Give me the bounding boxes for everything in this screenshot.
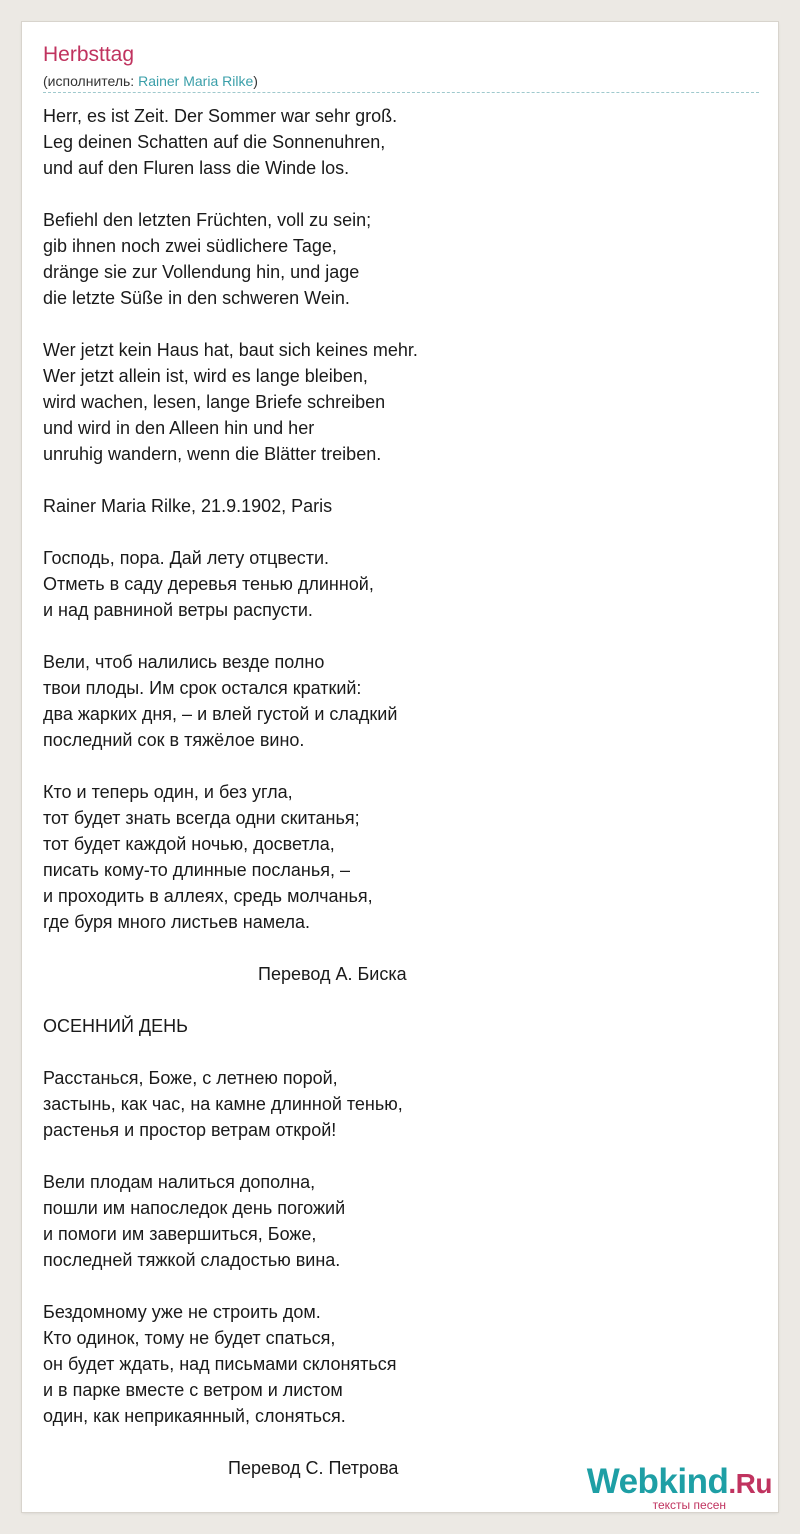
logo-suffix: .Ru — [728, 1468, 772, 1499]
lyrics-russian-petrov: ОСЕННИЙ ДЕНЬ Расстанься, Боже, с летнею порой, застынь, как час, на камне длинной тенью, растенья и простор ветрам открой! Вели плодам налиться дополна, пошли им напоследок день погожий и помоги им завершиться, Боже, последней тяжкой сладостью вина. Бездомному уже не строить дом. Кто одинок, тому не будет спаться, он будет ждать, над письмами склоняться и в парке вместе с ветром и листом один, как неприкаянный, слоняться. — [43, 1016, 403, 1426]
performer-link[interactable]: Rainer Maria Rilke — [138, 73, 254, 89]
lyrics-german: Herr, es ist Zeit. Der Sommer war sehr groß. Leg deinen Schatten auf die Sonnenuhren, und auf den Fluren lass die Winde los. Befiehl den letzten Früchten, voll zu sein; gib ihnen noch zwei südlichere Tage, dränge sie zur Vollendung hin, und jage die letzte Süße in den schweren Wein. Wer jetzt kein Haus hat, baut sich keines mehr. Wer jetzt allein ist, wird es lange bleiben, wird wachen, lesen, lange Briefe schreiben und wird in den Alleen hin und her unruhig wandern, wenn die Blätter treiben. Rainer Maria Rilke, 21.9.1902, Paris — [43, 106, 418, 516]
translator-credit-biska: Перевод А. Биска — [258, 964, 407, 984]
translator-credit-petrov: Перевод С. Петрова — [228, 1458, 399, 1478]
logo-main-text: Webkind — [586, 1462, 729, 1501]
logo-tagline: тексты песен — [652, 1498, 726, 1512]
lyrics-text — [43, 103, 743, 1481]
performer-line — [43, 73, 258, 89]
site-logo[interactable] — [587, 1464, 772, 1512]
performer-prefix: (исполнитель: — [43, 73, 139, 89]
title-divider — [43, 92, 759, 93]
logo-wordmark — [587, 1464, 772, 1502]
song-title: Herbsttag — [43, 43, 135, 66]
performer-suffix: ) — [253, 73, 258, 89]
lyrics-russian-biska: Господь, пора. Дай лету отцвести. Отметь в саду деревья тенью длинной, и над равниной ветры распусти. Вели, чтоб налились везде полно твои плоды. Им срок остался краткий: два жарких дня, – и влей густой и сладкий последний сок в тяжёлое вино. Кто и теперь один, и без угла, тот будет знать всегда одни скитанья; тот будет каждой ночью, досветла, писать кому-то длинные посланья, – и проходить в аллеях, средь молчанья, где буря много листьев намела. — [43, 548, 398, 932]
lyrics-card — [22, 22, 778, 1512]
